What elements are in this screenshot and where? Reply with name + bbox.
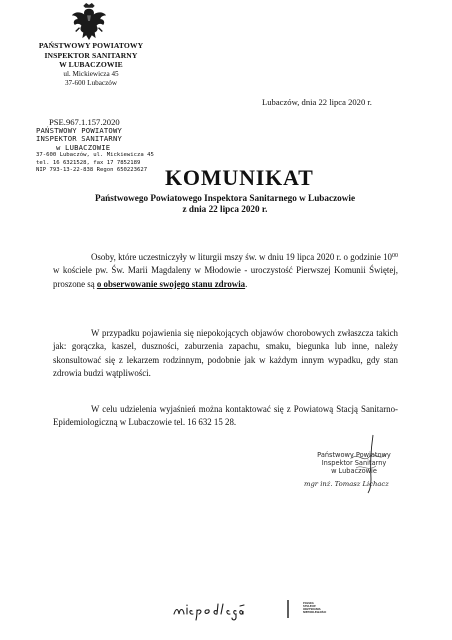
handwritten-signature-scribble-icon xyxy=(350,448,390,476)
document-date: Lubaczów, dnia 22 lipca 2020 r. xyxy=(262,97,372,107)
letterhead xyxy=(34,41,148,89)
paragraph-1 xyxy=(53,250,398,291)
document-subtitle xyxy=(50,193,400,216)
signature-line-2: Inspektor Sanitarny xyxy=(321,459,387,468)
paragraph-1-underlined: o obserwowanie swojego stanu zdrowia xyxy=(96,278,246,289)
centenary-line-2: STULECIE ODZYSKANIA xyxy=(303,605,321,611)
paragraph-3 xyxy=(53,403,398,430)
letterhead-street: ul. Mickiewicza 45 xyxy=(63,69,119,78)
paragraph-2 xyxy=(53,327,398,381)
letterhead-line-3: W LUBACZOWIE xyxy=(59,60,123,70)
paragraph-1-end: . xyxy=(245,278,248,289)
signatory-name: mgr inż. Tomasz Lichacz xyxy=(304,480,389,488)
subtitle-line-1: Państwowego Powiatowego Inspektora Sanitarnego w Lubaczowie xyxy=(94,193,356,203)
paragraph-1-text-b: w kościele pw. Św. Marii Magdaleny w Młodowie - uroczystość Pierwszej Komunii Świętej, proszone są xyxy=(53,265,398,289)
subtitle-line-2: z dnia 22 lipca 2020 r. xyxy=(182,204,268,215)
signature-line-1: Państwowy Powiatowy xyxy=(317,451,391,459)
niepodlegla-logo-icon xyxy=(170,596,300,622)
paragraph-1-text-a: Osoby, które uczestniczyły w liturgii mszy św. w dniu 19 lipca 2020 r. o godzinie 10 xyxy=(91,252,392,262)
centenary-line-3: NIEPODLEGŁOŚCI xyxy=(303,611,327,614)
paragraph-3-text: W celu udzielenia wyjaśnień można kontaktować się z Powiatową Stacją Sanitarno-Epidemiologiczną w Lubaczowie tel. 16 632 15 28. xyxy=(53,404,398,428)
stamp-address: 37-600 Lubaczów, ul. Mickiewicza 45 xyxy=(36,152,154,159)
reference-number: PSE.967.1.157.2020 xyxy=(49,117,120,127)
letterhead-city: 37-600 Lubaczów xyxy=(64,79,118,88)
centenary-logo-text xyxy=(303,602,333,622)
stamp-ids: NIP 793-13-22-838 Regon 650223627 xyxy=(36,167,148,174)
stamp-line-1: PAŃSTWOWY POWIATOWY xyxy=(36,126,123,135)
paragraph-2-text: W przypadku pojawienia się niepokojących objawów chorobowych zwłaszcza takich jak: gorączka, kaszel, duszności, zaburzenia zapachu, smaku, biegunka lub inne, należy skonsultować się z lekarzem rodzinnym, podobnie jak w każdym innym wypadku, gdy stan zdrowia budzi wątpliwości. xyxy=(53,328,398,379)
polish-eagle-emblem-icon xyxy=(70,2,108,42)
document-title: KOMUNIKAT xyxy=(165,165,314,190)
signature-line-3: w Lubaczowie xyxy=(331,467,377,476)
letterhead-line-1: PAŃSTWOWY POWIATOWY xyxy=(38,41,144,50)
centenary-line-1: POLSKA xyxy=(303,602,314,605)
stamp-line-3: w LUBACZOWIE xyxy=(56,142,111,152)
office-stamp xyxy=(34,117,156,174)
stamp-phone: tel. 16 6321528, fax 17 7852189 xyxy=(36,159,141,166)
letterhead-line-2: INSPEKTOR SANITARNY xyxy=(44,50,138,60)
paragraph-1-time-superscript: 00 xyxy=(392,253,398,259)
stamp-line-2: INSPEKTOR SANITARNY xyxy=(36,134,123,144)
